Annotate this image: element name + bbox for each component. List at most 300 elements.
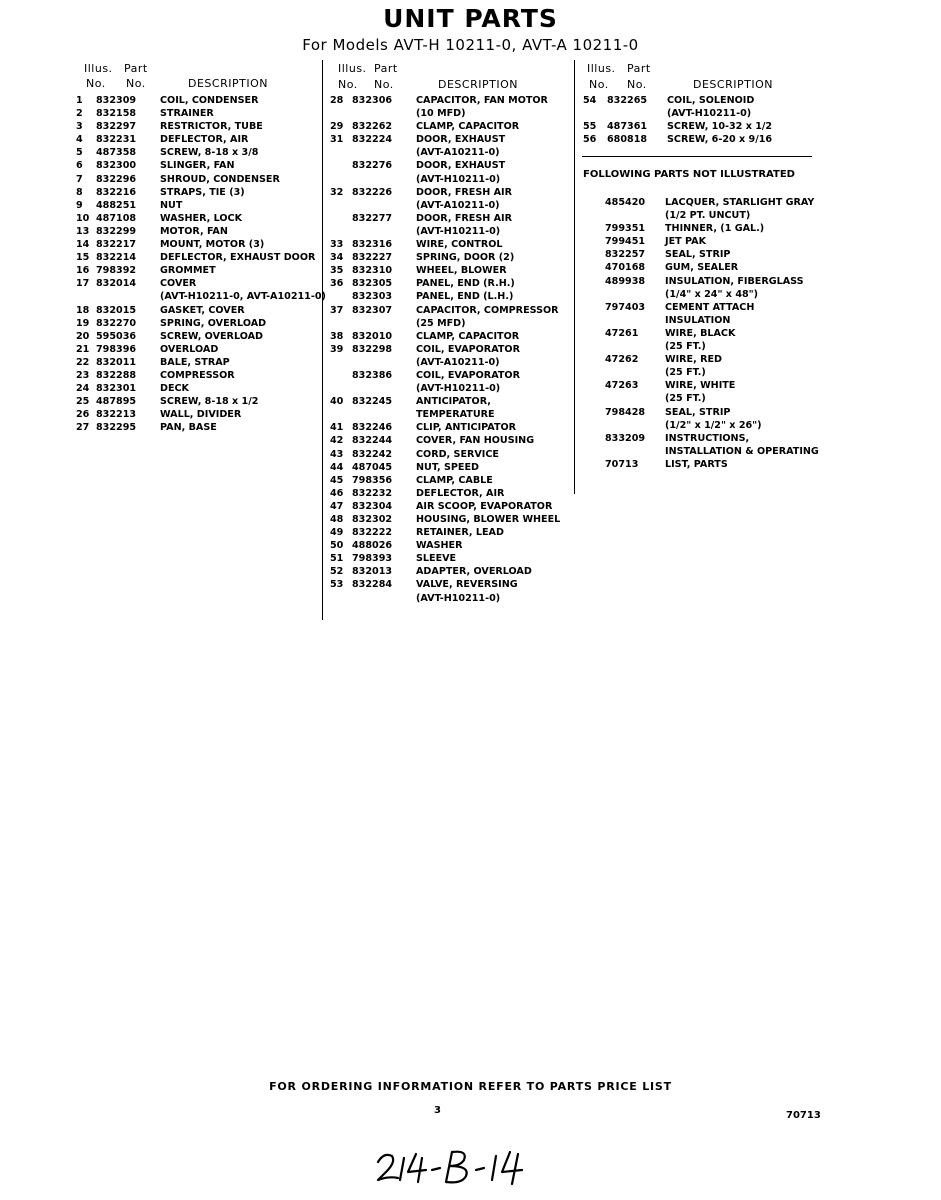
- part-description: SCREW, OVERLOAD: [160, 330, 263, 342]
- part-description: DEFLECTOR, EXHAUST DOOR: [160, 252, 316, 264]
- table-row: [583, 353, 833, 366]
- part-number: 485420: [605, 197, 646, 208]
- illus-number: 1: [76, 95, 83, 106]
- part-number: 832226: [352, 186, 393, 198]
- part-description: LIST, PARTS: [665, 458, 728, 470]
- table-row: [330, 539, 572, 552]
- header-no: No.: [338, 78, 358, 91]
- table-row: [330, 552, 572, 565]
- part-description: CLIP, ANTICIPATOR: [416, 422, 517, 434]
- table-row: [330, 304, 572, 317]
- part-description: DOOR, EXHAUST: [416, 134, 506, 146]
- part-number: 832244: [352, 435, 393, 447]
- illus-number: 35: [330, 265, 344, 277]
- table-row: [76, 304, 320, 317]
- table-row: [330, 592, 572, 605]
- part-description: (1/4" x 24" x 48"): [665, 288, 759, 300]
- illus-number: 38: [330, 330, 344, 342]
- column-header: [330, 62, 572, 94]
- part-description: PANEL, END (L.H.): [416, 291, 514, 303]
- illus-number: 17: [76, 278, 90, 290]
- table-row: [330, 238, 572, 251]
- header-description: DESCRIPTION: [693, 78, 773, 91]
- part-number: 47263: [605, 380, 639, 392]
- part-number: 832242: [352, 448, 393, 460]
- header-no: No.: [86, 77, 106, 90]
- table-row: [583, 248, 833, 261]
- part-description: NUT: [160, 199, 183, 211]
- part-number: 832270: [96, 317, 137, 329]
- illus-number: 40: [330, 396, 344, 408]
- table-row: [330, 330, 572, 343]
- part-number: 798396: [96, 343, 137, 355]
- illus-number: 53: [330, 579, 344, 591]
- header-no: No.: [126, 77, 146, 90]
- part-number: 799451: [605, 236, 646, 248]
- illus-number: 56: [583, 134, 597, 146]
- part-description: (AVT-A10211-0): [416, 199, 500, 211]
- table-row: [76, 212, 320, 225]
- illus-number: 43: [330, 448, 344, 460]
- page-number: 3: [434, 1105, 441, 1116]
- part-number: 798393: [352, 553, 393, 565]
- part-number: 489938: [605, 275, 646, 287]
- part-number: 832307: [352, 304, 393, 316]
- not-illustrated-heading: FOLLOWING PARTS NOT ILLUSTRATED: [583, 169, 795, 180]
- illus-number: 42: [330, 435, 344, 447]
- table-row: [330, 395, 572, 408]
- part-description: INSULATION: [665, 314, 731, 326]
- part-description: COIL, EVAPORATOR: [416, 369, 520, 381]
- table-row: [583, 314, 833, 327]
- part-description: CLAMP, CAPACITOR: [416, 121, 520, 133]
- illus-number: 31: [330, 134, 344, 146]
- table-row: [583, 366, 833, 379]
- table-row: [76, 421, 320, 434]
- part-description: SLEEVE: [416, 553, 457, 565]
- illus-number: 7: [76, 173, 83, 185]
- column-divider: [322, 60, 323, 620]
- table-row: [76, 159, 320, 172]
- table-row: [76, 395, 320, 408]
- part-number: 832300: [96, 160, 137, 172]
- part-description: PANEL, END (R.H.): [416, 278, 515, 290]
- part-number: 832303: [352, 291, 393, 303]
- table-row: [76, 317, 320, 330]
- header-no: No.: [627, 78, 647, 91]
- part-number: 487045: [352, 461, 393, 473]
- part-description: INSTRUCTIONS,: [665, 432, 750, 444]
- part-description: COIL, SOLENOID: [667, 95, 755, 106]
- table-row: [583, 288, 833, 301]
- table-row: [583, 209, 833, 222]
- part-number: 832231: [96, 134, 137, 146]
- part-description: MOUNT, MOTOR (3): [160, 239, 265, 251]
- part-description: SHROUD, CONDENSER: [160, 173, 280, 185]
- part-number: 832284: [352, 579, 393, 591]
- part-description: CAPACITOR, FAN MOTOR: [416, 95, 548, 106]
- illus-number: 3: [76, 121, 83, 133]
- part-number: 488251: [96, 199, 137, 211]
- table-row: [330, 343, 572, 356]
- table-row: [330, 421, 572, 434]
- not-illustrated-list: [583, 196, 833, 471]
- header-part: Part: [627, 62, 651, 75]
- illus-number: 18: [76, 304, 90, 316]
- part-description: RESTRICTOR, TUBE: [160, 121, 263, 133]
- part-description: GASKET, COVER: [160, 304, 245, 316]
- illus-number: 45: [330, 474, 344, 486]
- part-description: STRAINER: [160, 108, 214, 120]
- part-description: SPRING, OVERLOAD: [160, 317, 267, 329]
- illus-number: 49: [330, 527, 344, 539]
- part-number: 832158: [96, 108, 137, 120]
- table-row: [76, 251, 320, 264]
- illus-number: 44: [330, 461, 344, 473]
- table-row: [583, 327, 833, 340]
- table-row: [583, 406, 833, 419]
- part-description: WIRE, BLACK: [665, 327, 736, 339]
- header-part: Part: [374, 62, 398, 75]
- part-description: GUM, SEALER: [665, 262, 739, 274]
- illus-number: 25: [76, 396, 90, 408]
- part-number: 832232: [352, 487, 393, 499]
- part-number: 832276: [352, 160, 393, 172]
- table-row: [76, 356, 320, 369]
- part-description: ANTICIPATOR,: [416, 396, 491, 408]
- table-row: [76, 173, 320, 186]
- part-number: 832310: [352, 265, 393, 277]
- table-row: [330, 408, 572, 421]
- part-number: 832010: [352, 330, 393, 342]
- table-row: [583, 196, 833, 209]
- header-no: No.: [374, 78, 394, 91]
- part-description: LACQUER, STARLIGHT GRAY: [665, 197, 815, 208]
- part-number: 797403: [605, 301, 646, 313]
- table-row: [76, 369, 320, 382]
- illus-number: 28: [330, 95, 344, 106]
- part-description: VALVE, REVERSING: [416, 579, 518, 591]
- table-row: [330, 290, 572, 303]
- column-divider: [574, 60, 575, 494]
- part-description: DOOR, FRESH AIR: [416, 186, 512, 198]
- part-number: 798428: [605, 406, 646, 418]
- part-description: GROMMET: [160, 265, 216, 277]
- table-row: [330, 159, 572, 172]
- part-number: 595036: [96, 330, 137, 342]
- document-number: 70713: [786, 1110, 821, 1121]
- table-row: [330, 474, 572, 487]
- part-number: 70713: [605, 458, 639, 470]
- part-description: THINNER, (1 GAL.): [665, 223, 765, 235]
- table-row: [330, 526, 572, 539]
- table-row: [583, 392, 833, 405]
- page-subtitle: For Models AVT-H 10211-0, AVT-A 10211-0: [302, 36, 639, 54]
- illus-number: 33: [330, 239, 344, 251]
- illus-number: 54: [583, 95, 597, 106]
- part-description: (AVT-H10211-0): [416, 225, 501, 237]
- table-row: [76, 408, 320, 421]
- illus-number: 37: [330, 304, 344, 316]
- illus-number: 4: [76, 134, 83, 146]
- part-description: (AVT-H10211-0): [667, 108, 752, 120]
- table-row: [330, 513, 572, 526]
- part-description: MOTOR, FAN: [160, 225, 228, 237]
- illus-number: 21: [76, 343, 90, 355]
- part-description: CLAMP, CAPACITOR: [416, 330, 520, 342]
- parts-column-2: [330, 62, 572, 605]
- table-row: [330, 277, 572, 290]
- part-description: CORD, SERVICE: [416, 448, 499, 460]
- part-number: 832014: [96, 278, 137, 290]
- table-row: [330, 251, 572, 264]
- header-description: DESCRIPTION: [188, 77, 268, 90]
- part-number: 832216: [96, 186, 137, 198]
- parts-column-3: [583, 62, 833, 146]
- part-description: WIRE, CONTROL: [416, 239, 503, 251]
- part-description: WALL, DIVIDER: [160, 409, 242, 421]
- table-row: [583, 419, 833, 432]
- table-row: [330, 225, 572, 238]
- illus-number: 47: [330, 500, 344, 512]
- table-row: [330, 199, 572, 212]
- part-number: 680818: [607, 134, 648, 146]
- part-number: 47262: [605, 354, 639, 366]
- part-description: WHEEL, BLOWER: [416, 265, 507, 277]
- illus-number: 34: [330, 252, 344, 264]
- table-row: [330, 146, 572, 159]
- page-title: UNIT PARTS: [383, 4, 558, 33]
- table-row: [76, 382, 320, 395]
- illus-number: 22: [76, 356, 90, 368]
- part-number: 832277: [352, 212, 393, 224]
- part-number: 798356: [352, 474, 393, 486]
- part-description: SCREW, 8-18 x 1/2: [160, 396, 259, 408]
- illus-number: 6: [76, 160, 83, 172]
- illus-number: 51: [330, 553, 344, 565]
- part-number: 833209: [605, 432, 646, 444]
- table-row: [583, 432, 833, 445]
- illus-number: 24: [76, 383, 90, 395]
- header-part: Part: [124, 62, 148, 75]
- part-description: CEMENT ATTACH: [665, 301, 755, 313]
- part-description: HOUSING, BLOWER WHEEL: [416, 514, 561, 525]
- table-row: [330, 487, 572, 500]
- table-row: [330, 461, 572, 474]
- parts-list: [330, 94, 572, 605]
- part-number: 832013: [352, 566, 393, 578]
- illus-number: 29: [330, 121, 344, 133]
- part-number: 832224: [352, 134, 393, 146]
- illus-number: 46: [330, 487, 344, 499]
- header-illus: Illus.: [587, 62, 616, 75]
- part-description: DEFLECTOR, AIR: [416, 487, 505, 499]
- part-description: BALE, STRAP: [160, 356, 230, 368]
- table-row: [76, 186, 320, 199]
- part-description: ADAPTER, OVERLOAD: [416, 566, 532, 578]
- part-description: SCREW, 10-32 x 1/2: [667, 121, 773, 133]
- illus-number: 32: [330, 186, 344, 198]
- table-row: [76, 330, 320, 343]
- table-row: [330, 434, 572, 447]
- table-row: [330, 578, 572, 591]
- illus-number: 14: [76, 239, 90, 251]
- part-number: 487108: [96, 212, 137, 224]
- part-description: (AVT-H10211-0): [416, 383, 501, 395]
- part-number: 832309: [96, 95, 137, 106]
- ordering-note: FOR ORDERING INFORMATION REFER TO PARTS PRICE LIST: [269, 1080, 672, 1093]
- part-description: CAPACITOR, COMPRESSOR: [416, 304, 559, 316]
- part-number: 832301: [96, 383, 137, 395]
- table-row: [583, 235, 833, 248]
- part-description: SPRING, DOOR (2): [416, 252, 515, 264]
- part-description: SEAL, STRIP: [665, 249, 731, 261]
- part-description: DOOR, FRESH AIR: [416, 212, 512, 224]
- part-number: 487358: [96, 147, 137, 159]
- header-no: No.: [589, 78, 609, 91]
- parts-column-1: [76, 62, 326, 434]
- table-row: [330, 120, 572, 133]
- parts-list: [583, 94, 833, 146]
- illus-number: 10: [76, 212, 90, 224]
- header-illus: Illus.: [338, 62, 367, 75]
- table-row: [583, 458, 833, 471]
- table-row: [330, 565, 572, 578]
- table-row: [330, 94, 572, 107]
- illus-number: 27: [76, 422, 90, 434]
- part-number: 832245: [352, 396, 393, 408]
- part-description: (25 MFD): [416, 317, 466, 329]
- part-number: 488026: [352, 540, 393, 552]
- part-number: 47261: [605, 327, 639, 339]
- table-row: [330, 133, 572, 146]
- table-row: [330, 448, 572, 461]
- table-row: [583, 445, 833, 458]
- part-description: INSULATION, FIBERGLASS: [665, 275, 804, 287]
- table-row: [76, 343, 320, 356]
- part-description: (25 FT.): [665, 341, 706, 353]
- part-number: 832265: [607, 95, 648, 106]
- table-row: [330, 317, 572, 330]
- part-number: 832297: [96, 121, 137, 133]
- part-description: OVERLOAD: [160, 343, 219, 355]
- part-description: PAN, BASE: [160, 422, 217, 434]
- handwritten-annotation-graphic: [372, 1140, 542, 1190]
- illus-number: 23: [76, 369, 90, 381]
- table-row: [76, 133, 320, 146]
- part-description: SCREW, 8-18 x 3/8: [160, 147, 259, 159]
- table-row: [583, 379, 833, 392]
- part-number: 832316: [352, 239, 393, 251]
- part-description: COVER, FAN HOUSING: [416, 435, 535, 447]
- part-number: 799351: [605, 223, 646, 235]
- table-row: [76, 199, 320, 212]
- illus-number: 15: [76, 252, 90, 264]
- part-description: COIL, CONDENSER: [160, 95, 259, 106]
- illus-number: 41: [330, 422, 344, 434]
- part-number: 832222: [352, 527, 393, 539]
- part-description: (1/2 PT. UNCUT): [665, 210, 751, 222]
- part-number: 798392: [96, 265, 137, 277]
- part-description: (AVT-H10211-0, AVT-A10211-0): [160, 291, 326, 303]
- section-divider: [582, 156, 812, 157]
- handwritten-annotation: [372, 1140, 542, 1194]
- table-row: [330, 212, 572, 225]
- table-row: [76, 94, 320, 107]
- header-illus: Illus.: [84, 62, 113, 75]
- part-number: 832295: [96, 422, 137, 434]
- table-row: [330, 500, 572, 513]
- part-description: SCREW, 6-20 x 9/16: [667, 134, 773, 146]
- table-row: [330, 173, 572, 186]
- part-number: 832214: [96, 252, 137, 264]
- header-description: DESCRIPTION: [438, 78, 518, 91]
- table-row: [583, 107, 833, 120]
- table-row: [76, 107, 320, 120]
- table-row: [330, 356, 572, 369]
- illus-number: 55: [583, 121, 597, 133]
- illus-number: 50: [330, 540, 344, 552]
- table-row: [330, 186, 572, 199]
- table-row: [76, 146, 320, 159]
- table-row: [76, 238, 320, 251]
- part-description: (25 FT.): [665, 367, 706, 379]
- illus-number: 9: [76, 199, 83, 211]
- part-description: SEAL, STRIP: [665, 406, 731, 418]
- part-description: (10 MFD): [416, 108, 466, 120]
- illus-number: 2: [76, 108, 83, 120]
- table-row: [583, 94, 833, 107]
- parts-list: [76, 94, 326, 434]
- part-number: 832227: [352, 252, 393, 264]
- part-number: 832299: [96, 225, 137, 237]
- part-number: 470168: [605, 262, 646, 274]
- part-number: 832011: [96, 356, 137, 368]
- part-number: 832246: [352, 422, 393, 434]
- illus-number: 36: [330, 278, 344, 290]
- illus-number: 19: [76, 317, 90, 329]
- part-description: COMPRESSOR: [160, 369, 235, 381]
- table-row: [583, 275, 833, 288]
- part-description: (1/2" x 1/2" x 26"): [665, 419, 762, 431]
- part-description: (AVT-H10211-0): [416, 173, 501, 185]
- table-row: [76, 277, 320, 290]
- illus-number: 52: [330, 566, 344, 578]
- part-description: RETAINER, LEAD: [416, 527, 504, 539]
- part-description: INSTALLATION & OPERATING: [665, 445, 819, 457]
- part-description: CLAMP, CABLE: [416, 474, 493, 486]
- illus-number: 16: [76, 265, 90, 277]
- part-description: DECK: [160, 383, 189, 395]
- part-description: DEFLECTOR, AIR: [160, 134, 249, 146]
- part-number: 832288: [96, 369, 137, 381]
- part-number: 832296: [96, 173, 137, 185]
- column-header: [76, 62, 320, 94]
- part-description: (AVT-H10211-0): [416, 592, 501, 604]
- part-description: STRAPS, TIE (3): [160, 186, 245, 198]
- part-number: 832298: [352, 343, 393, 355]
- part-description: WIRE, WHITE: [665, 380, 736, 392]
- part-number: 832257: [605, 249, 646, 261]
- table-row: [330, 107, 572, 120]
- part-description: TEMPERATURE: [416, 409, 495, 421]
- table-row: [583, 261, 833, 274]
- part-number: 832304: [352, 500, 393, 512]
- part-number: 832217: [96, 239, 137, 251]
- part-description: JET PAK: [665, 236, 707, 248]
- part-description: WASHER, LOCK: [160, 212, 243, 224]
- part-number: 832015: [96, 304, 137, 316]
